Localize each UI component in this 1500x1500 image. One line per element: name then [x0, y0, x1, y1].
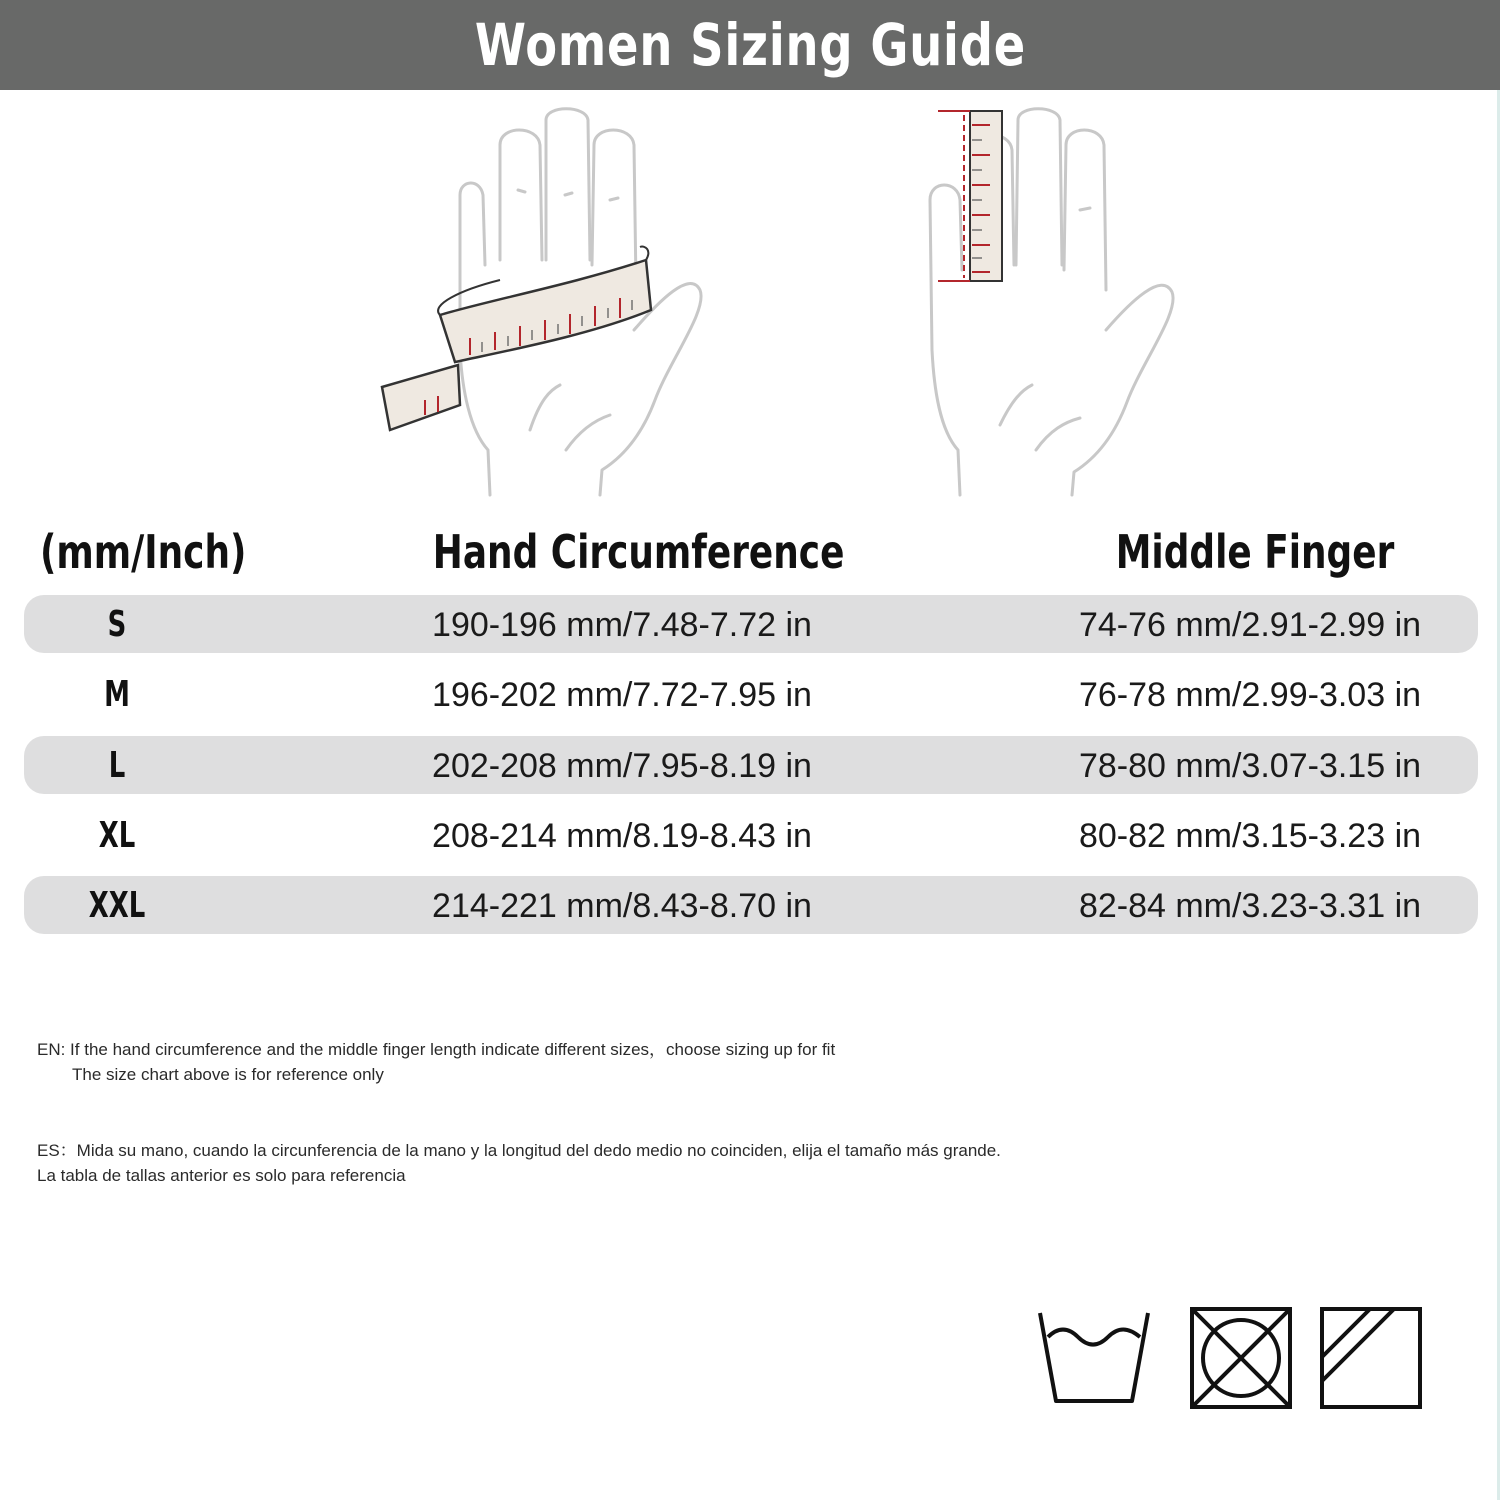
size-table — [24, 595, 1478, 946]
hand-wash-icon — [1036, 1305, 1152, 1411]
note-es-line2: La tabla de tallas anterior es solo para referencia — [37, 1166, 406, 1185]
title-bar — [0, 0, 1500, 90]
hand-circumference-header: Hand Circumference — [432, 525, 845, 579]
note-en-line2: The size chart above is for reference only — [72, 1065, 384, 1084]
middle-finger-value: 76-78 mm/2.99-3.03 in — [1078, 676, 1422, 715]
table-row — [24, 736, 1478, 794]
note-es-line1: ES：Mida su mano, cuando la circunferencia de la mano y la longitud del dedo medio no coinciden, elija el tamaño más grande. — [37, 1141, 1001, 1160]
hand-circumference-value: 196-202 mm/7.72-7.95 in — [432, 676, 812, 715]
middle-finger-value: 82-84 mm/3.23-3.31 in — [1078, 887, 1422, 926]
hand-circumference-value: 202-208 mm/7.95-8.19 in — [432, 746, 812, 785]
hand-circumference-tape-icon — [370, 100, 730, 500]
dry-in-shade-icon — [1318, 1305, 1424, 1411]
do-not-tumble-dry-icon — [1188, 1305, 1294, 1411]
middle-finger-header: Middle Finger — [1115, 525, 1395, 579]
page-title: Women Sizing Guide — [474, 11, 1026, 79]
hand-circumference-value: 190-196 mm/7.48-7.72 in — [432, 606, 812, 644]
table-row — [24, 806, 1478, 864]
unit-header: (mm/Inch) — [40, 525, 247, 579]
size-label: S — [107, 604, 127, 645]
table-row — [24, 665, 1478, 723]
size-label: M — [104, 674, 130, 716]
table-row — [24, 595, 1478, 653]
middle-finger-value: 78-80 mm/3.07-3.15 in — [1078, 746, 1422, 785]
hand-circumference-value: 208-214 mm/8.19-8.43 in — [432, 816, 812, 855]
middle-finger-value: 74-76 mm/2.91-2.99 in — [1078, 606, 1422, 644]
size-label: L — [108, 744, 126, 786]
table-row — [24, 876, 1478, 934]
middle-finger-ruler-icon — [840, 100, 1200, 500]
hand-circumference-value: 214-221 mm/8.43-8.70 in — [432, 887, 812, 926]
middle-finger-value: 80-82 mm/3.15-3.23 in — [1078, 816, 1422, 855]
size-label: XL — [98, 814, 136, 856]
size-label: XXL — [88, 885, 146, 927]
note-en-line1: EN: If the hand circumference and the middle finger length indicate different sizes，choose sizing up for fit — [37, 1040, 836, 1059]
